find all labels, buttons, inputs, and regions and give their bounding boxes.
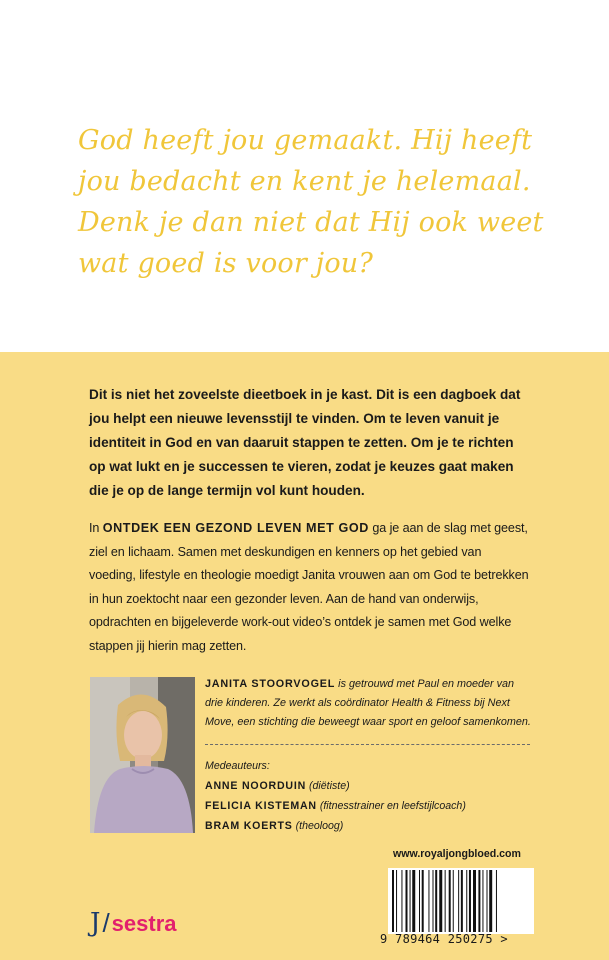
barcode-bar (473, 870, 476, 932)
barcode-bar (422, 870, 424, 932)
author-portrait-illustration (90, 677, 195, 833)
barcode-bar (428, 870, 429, 932)
barcode-bar (445, 870, 446, 932)
intro-paragraph: Dit is niet het zoveelste dieetboek in je kast. Dit is een dagboek dat jou helpt een nieuwe levensstijl te vinden. Om te leven vanuit je identiteit in God en van daaruit stappen te zetten. Om je te richten op wat lukt en je successen te vieren, zodat je keuzes gaat maken die je op de lange termijn vol kunt houden. (89, 387, 521, 498)
bio-divider (205, 744, 530, 745)
barcode-bars (388, 868, 534, 934)
description-paragraph (89, 517, 529, 658)
author-photo (90, 677, 195, 833)
barcode-bar (412, 870, 415, 932)
barcode-bar (439, 870, 442, 932)
body-prefix: In (89, 521, 103, 535)
barcode-bar (482, 870, 483, 932)
barcode-bar (392, 870, 394, 932)
barcode-bar (489, 870, 492, 932)
barcode-bar (396, 870, 397, 932)
barcode-bar (466, 870, 467, 932)
coauthors-label: Medeauteurs: (205, 760, 270, 772)
coauthor-item (205, 776, 466, 796)
isbn-number: 9 789464 250275 > (380, 932, 508, 946)
barcode-bar (449, 870, 451, 932)
coauthor-item (205, 796, 466, 816)
coauthor-name: BRAM KOERTS (205, 820, 293, 832)
author-bio (205, 675, 535, 732)
barcode-bar (419, 870, 420, 932)
barcode-bar (478, 870, 480, 932)
barcode-bar (406, 870, 408, 932)
sestra-wordmark: sestra (111, 911, 177, 936)
barcode-bar (496, 870, 497, 932)
author-bio-text: is getrouwd met Paul en moeder van drie kinderen. Ze werkt als coördinator Health & Fitness bij Next Move, een stichting die beweegt waar sport en geloof samenkomen. (205, 678, 531, 728)
barcode-bar (461, 870, 463, 932)
cover-quote: God heeft jou gemaakt. Hij heeft jou bedacht en kent je helemaal. Denk je dan niet dat Hij ook weet wat goed is voor jou? (78, 125, 544, 279)
logo-slash: / (102, 908, 110, 938)
barcode-bar (487, 870, 488, 932)
book-title-inline: ONTDEK EEN GEZOND LEVEN MET GOD (102, 521, 369, 535)
coauthor-item (205, 816, 466, 836)
barcode-bar (433, 870, 434, 932)
coauthor-role: (theoloog) (295, 820, 344, 832)
coauthor-name: ANNE NOORDUIN (205, 780, 307, 792)
author-name: JANITA STOORVOGEL (205, 678, 336, 690)
barcode-bar (410, 870, 411, 932)
publisher-url: www.royaljongbloed.com (393, 848, 521, 860)
publisher-logo (90, 903, 177, 937)
barcode-bar (435, 870, 437, 932)
coauthors-block (205, 756, 466, 836)
coauthor-role: (diëtiste) (309, 780, 350, 792)
barcode-bar (469, 870, 471, 932)
coauthor-role: (fitnesstrainer en leefstijlcoach) (319, 800, 466, 812)
isbn-barcode (388, 868, 534, 934)
barcode-bar (453, 870, 454, 932)
barcode-bar (458, 870, 459, 932)
coauthor-name: FELICIA KISTEMAN (205, 800, 317, 812)
barcode-bar (401, 870, 402, 932)
jongbloed-crown-j-icon: J (90, 908, 101, 938)
body-rest: ga je aan de slag met geest, ziel en lichaam. Samen met deskundigen en kenners op het gebied van voeding, lifestyle en theologie moedigt Janita vrouwen aan om God te betrekken in hun zoektocht naar een gezonder leven. Aan de hand van onderwijs, opdrachten en bijgeleverde work-out video’s ontdek je samen met God welke stappen jij hierin mag zetten. (89, 521, 529, 653)
